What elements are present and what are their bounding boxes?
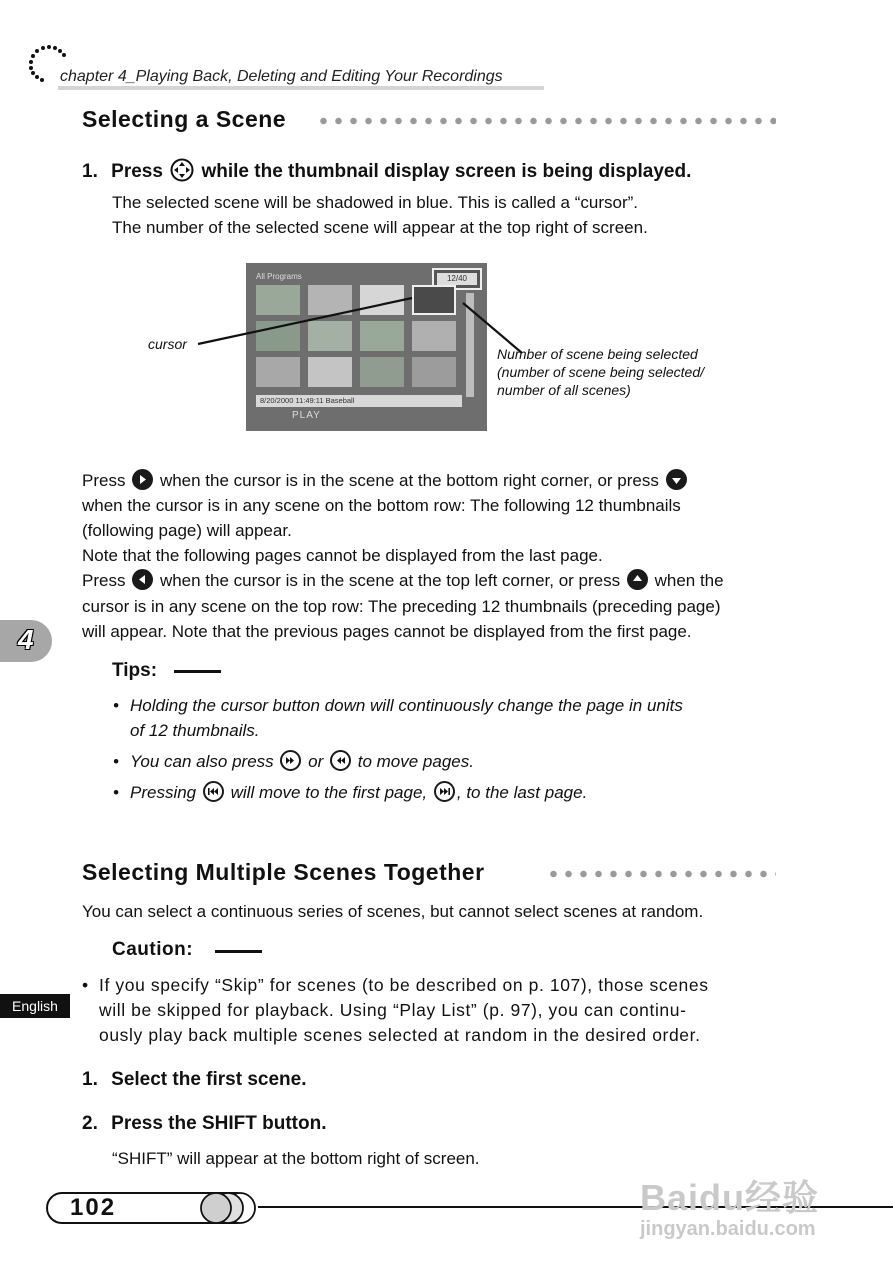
para-text: when the — [654, 571, 724, 590]
caution-line-1: If you specify “Skip” for scenes (to be described on p. 107), those scenes — [99, 975, 709, 995]
para-1-line-2: when the cursor is in any scene on the bottom row: The following 12 thumbnails — [82, 496, 681, 515]
caution-rule — [215, 950, 262, 953]
language-tab: English — [0, 994, 70, 1018]
para-3-line-3: will appear. Note that the previous pages cannot be displayed from the first page. — [82, 622, 692, 641]
tip-1-line-1: Holding the cursor button down will continuously change the page in units — [130, 696, 683, 715]
section-dots — [316, 117, 776, 125]
thumbnail — [360, 357, 404, 387]
status-bar: 8/20/2000 11:49:11 Baseball — [256, 395, 462, 407]
cursor-down-icon — [666, 469, 687, 490]
figure-callout-lines — [190, 295, 540, 355]
tip-text: Pressing — [130, 783, 197, 802]
para-text: when the cursor is in the scene at the top left corner, or press — [159, 571, 621, 590]
thumbnail — [308, 357, 352, 387]
para-3-line-1 — [82, 568, 724, 593]
tip-text: or — [308, 752, 324, 771]
caution-line-2: will be skipped for playback. Using “Play List” (p. 97), you can continu- — [99, 1000, 687, 1020]
chapter-side-number: 4 — [18, 624, 34, 655]
skip-first-icon — [203, 781, 224, 802]
section-dots — [546, 870, 776, 878]
step-2-description: “SHIFT” will appear at the bottom right of screen. — [112, 1149, 480, 1168]
tip-text: , to the last page. — [456, 783, 588, 802]
step-text-pre: Press — [111, 161, 163, 182]
desc-line-1: The selected scene will be shadowed in blue. This is called a “cursor”. — [112, 193, 639, 212]
bottom-play-text: PLAY — [292, 410, 321, 421]
step-number: 1. — [82, 1069, 98, 1090]
caution-line-3: ously play back multiple scenes selected at random in the desired order. — [99, 1025, 701, 1045]
cursor-pad-icon — [170, 158, 194, 182]
watermark-brand: Baidu经验 — [640, 1177, 820, 1218]
counter-caption-line-1: Number of scene being selected — [497, 346, 698, 362]
para-3-line-2: cursor is in any scene on the top row: The preceding 12 thumbnails (preceding page) — [82, 597, 721, 616]
screen-label: All Programs — [256, 272, 302, 281]
rewind-icon — [330, 750, 351, 771]
para-text: when the cursor is in the scene at the bottom right corner, or press — [159, 471, 659, 490]
tip-text: will move to the first page, — [230, 783, 428, 802]
para-text: Press — [82, 471, 126, 490]
step-text-post: while the thumbnail display screen is being displayed. — [201, 161, 692, 182]
step-number: 2. — [82, 1113, 98, 1134]
caution-label: Caution: — [112, 939, 194, 960]
page-number: 102 — [46, 1192, 252, 1224]
chapter-title: chapter 4_Playing Back, Deleting and Editing Your Recordings — [60, 68, 503, 85]
skip-last-icon — [434, 781, 455, 802]
tip-text: to move pages. — [357, 752, 474, 771]
cursor-right-icon — [132, 469, 153, 490]
desc-line-2: The number of the selected scene will appear at the top right of screen. — [112, 218, 648, 237]
tip-3 — [130, 780, 587, 805]
para-1-line-1 — [82, 468, 689, 493]
counter-caption-line-3: number of all scenes) — [497, 382, 631, 398]
para-text: Press — [82, 571, 126, 590]
tips-rule — [174, 670, 221, 673]
counter-caption-line-2: (number of scene being selected/ — [497, 364, 705, 380]
step-1-heading — [82, 158, 691, 183]
watermark-url: jingyan.baidu.com — [640, 1218, 816, 1240]
bullet-dot: • — [82, 975, 89, 995]
step-text: Press the SHIFT button. — [111, 1113, 327, 1134]
step-1-select-first-scene — [82, 1069, 307, 1091]
section-2-intro: You can select a continuous series of scenes, but cannot select scenes at random. — [82, 902, 704, 921]
tip-2 — [130, 749, 474, 774]
cursor-label: cursor — [148, 336, 187, 352]
bullet-dot: • — [113, 783, 119, 802]
cursor-left-icon — [132, 569, 153, 590]
page-circles-decoration — [196, 1188, 260, 1228]
tip-1-line-2: of 12 thumbnails. — [130, 721, 260, 740]
counter-text: 12/40 — [437, 273, 477, 285]
tip-text: You can also press — [130, 752, 274, 771]
cursor-up-icon — [627, 569, 648, 590]
bullet-dot: • — [113, 752, 119, 771]
section-title-selecting-multiple-scenes: Selecting Multiple Scenes Together — [82, 859, 485, 885]
para-1-line-3: (following page) will appear. — [82, 521, 292, 540]
step-number: 1. — [82, 161, 98, 182]
step-text: Select the first scene. — [111, 1069, 307, 1090]
forward-icon — [280, 750, 301, 771]
section-title-selecting-a-scene: Selecting a Scene — [82, 106, 287, 132]
chapter-rule — [58, 86, 544, 90]
tips-label: Tips: — [112, 660, 158, 681]
thumbnail — [412, 357, 456, 387]
para-2: Note that the following pages cannot be displayed from the last page. — [82, 546, 603, 565]
step-2-press-shift — [82, 1113, 327, 1135]
thumbnail — [256, 357, 300, 387]
bullet-dot: • — [113, 696, 119, 715]
